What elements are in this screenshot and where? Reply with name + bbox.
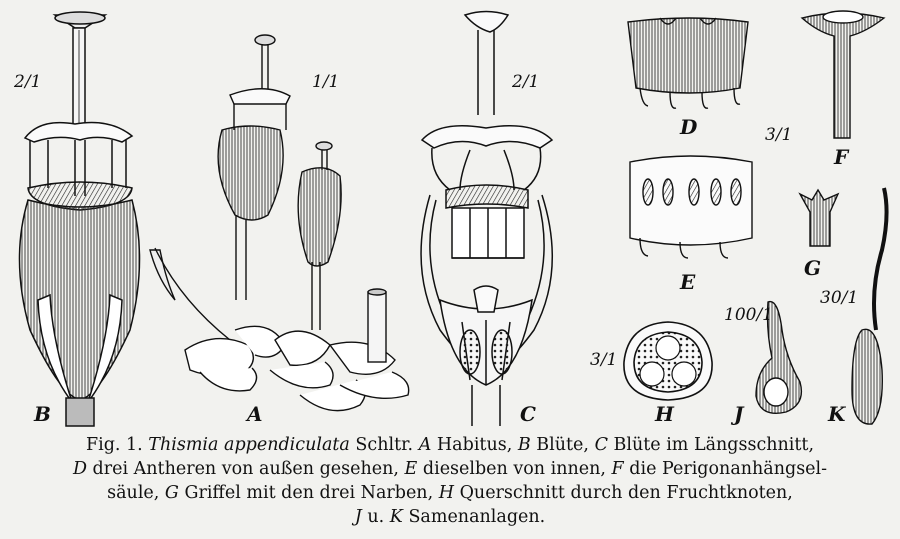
scale-label-c: 2/1	[512, 72, 540, 92]
caption-letter-h: H	[438, 483, 454, 503]
caption-letter-e: E	[404, 459, 418, 479]
figure-h-cross-section	[624, 322, 712, 400]
caption-text-c: Blüte im Längsschnitt,	[613, 435, 815, 455]
panel-label-g: G	[804, 256, 822, 280]
scale-label-k: 30/1	[820, 288, 859, 308]
panel-label-c: C	[520, 402, 536, 426]
figure-g-style	[800, 190, 838, 246]
panel-label-b: B	[34, 402, 51, 426]
caption-line-3	[10, 481, 890, 505]
caption-line-1	[10, 433, 890, 457]
caption-text-b: Blüte,	[536, 435, 589, 455]
caption-text-f: die Perigonanhängsel-	[629, 459, 828, 479]
panel-label-a: A	[247, 402, 263, 426]
author-name: Schltr.	[355, 435, 414, 455]
caption-letter-k: K	[389, 507, 403, 527]
panel-label-h: H	[655, 402, 674, 426]
panel-label-k: K	[828, 402, 846, 426]
figure-e-anthers-inside	[630, 156, 752, 258]
figure-d-anthers-outside	[628, 18, 748, 108]
figure-a-habit	[150, 35, 409, 411]
caption-text-a: Habitus,	[436, 435, 513, 455]
panel-label-f: F	[834, 145, 849, 169]
figure-f-perigon-column	[802, 11, 884, 138]
scale-label-b: 2/1	[14, 72, 42, 92]
scale-label-h: 3/1	[590, 350, 618, 370]
caption-text-k: Samenanlagen.	[408, 507, 546, 527]
caption-letter-d: D	[72, 459, 87, 479]
caption-text-g: Griffel mit den drei Narben,	[184, 483, 434, 503]
caption-letter-a: A	[418, 435, 432, 455]
caption-line-4	[10, 505, 890, 529]
species-name: Thismia appendiculata	[148, 435, 350, 455]
caption-text-d: drei Antheren von außen gesehen,	[92, 459, 399, 479]
scale-label-f: 3/1	[765, 125, 793, 145]
figure-number: Fig. 1.	[85, 435, 143, 455]
panel-label-j: J	[734, 402, 744, 426]
caption-text-e: dieselben von innen,	[422, 459, 606, 479]
figure-caption	[10, 433, 890, 529]
panel-label-e: E	[680, 270, 696, 294]
caption-letter-c: C	[594, 435, 608, 455]
caption-letter-b: B	[517, 435, 531, 455]
panel-label-d: D	[680, 115, 698, 139]
caption-text-line3-start: säule,	[107, 483, 160, 503]
caption-text-h: Querschnitt durch den Fruchtknoten,	[459, 483, 793, 503]
caption-letter-g: G	[164, 483, 179, 503]
caption-line-2	[10, 457, 890, 481]
caption-letter-j: J	[354, 507, 362, 527]
caption-letter-f: F	[611, 459, 624, 479]
scale-label-a: 1/1	[312, 72, 340, 92]
scale-label-j: 100/1	[724, 305, 773, 325]
caption-conjunction: u.	[367, 507, 385, 527]
